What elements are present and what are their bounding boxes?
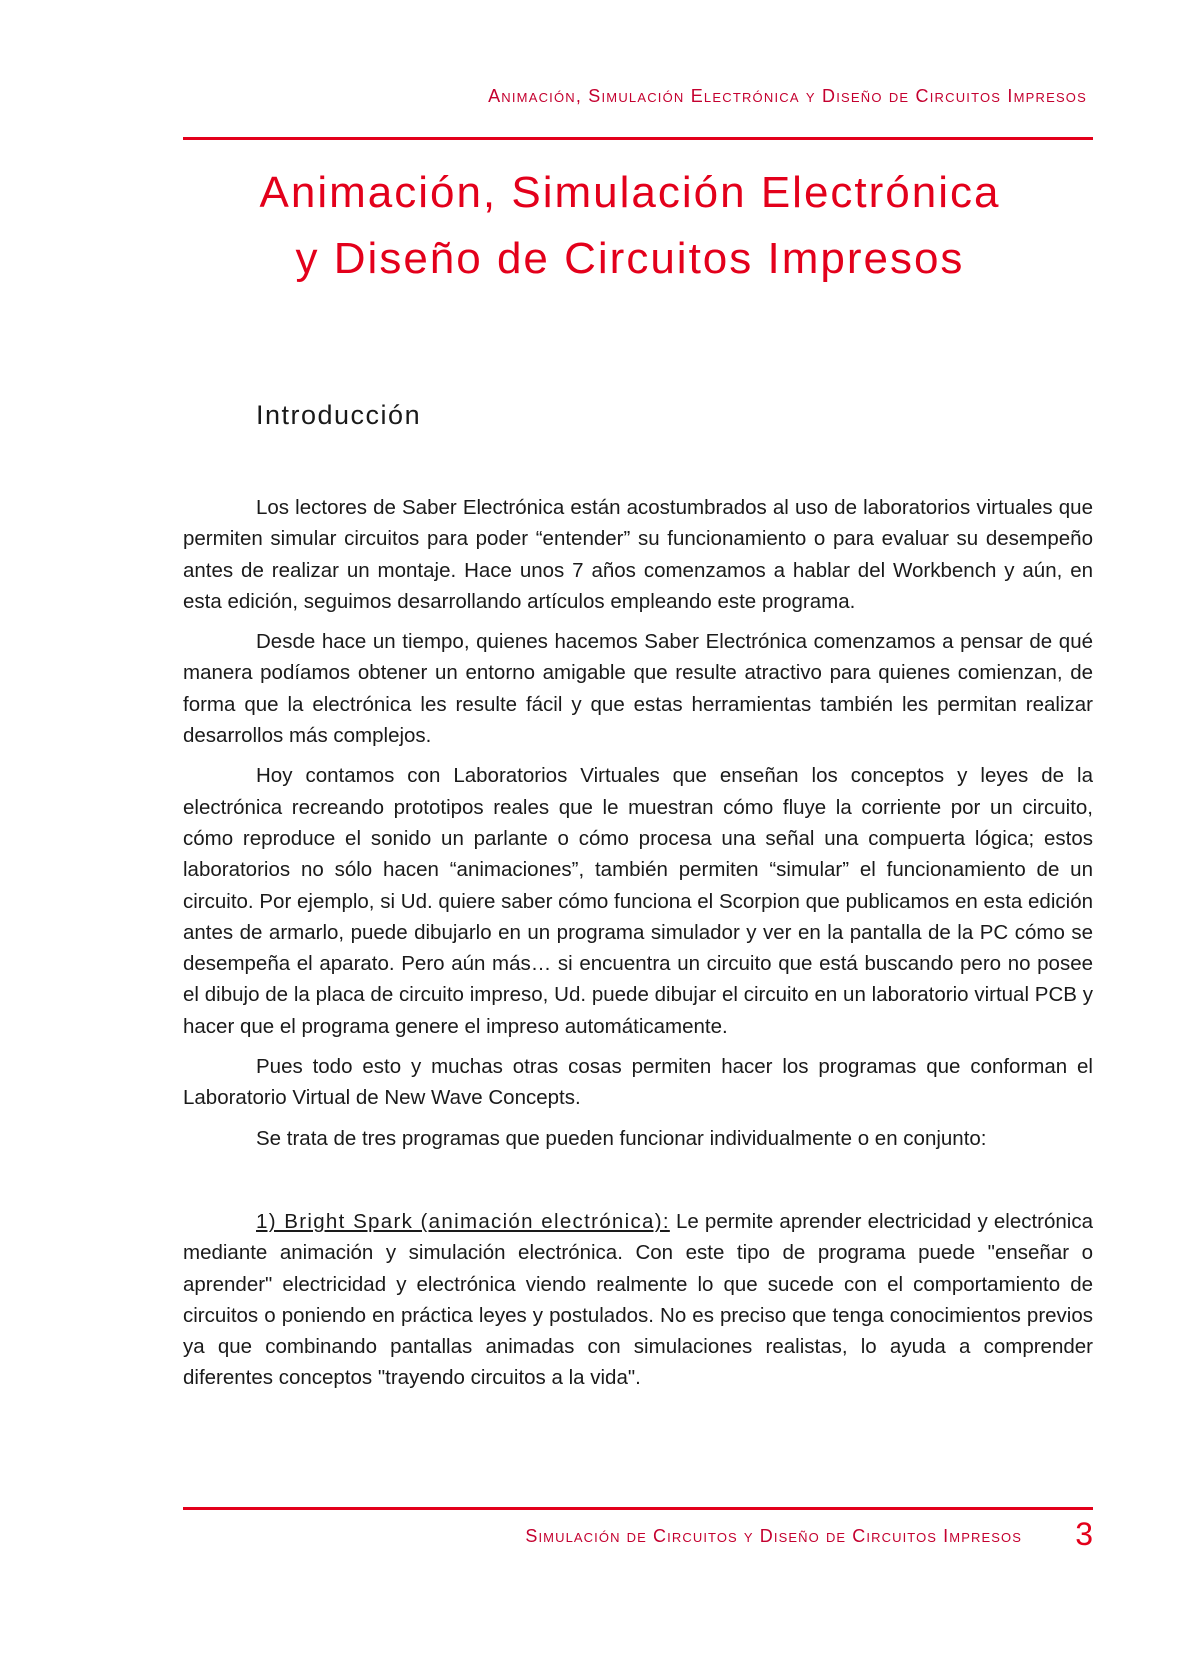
article-body [183,492,1093,1403]
paragraph-4: Pues todo esto y muchas otras cosas permiten hacer los programas que conforman el Laboratorio Virtual de New Wave Concepts. [183,1055,1093,1110]
article-title [140,160,1120,292]
list-item-1-text: Le permite aprender electricidad y electrónica mediante animación y simulación electrónica. Con este tipo de programa puede "enseñar o aprender" electricidad y electrónica viendo realmente lo que sucede con el comportamiento de circuitos o poniendo en práctica leyes y postulados. No es preciso que tenga conocimientos previos ya que combinando pantallas animadas con simulaciones realistas, lo ayuda a comprender diferentes conceptos "trayendo circuitos a la vida". [183,1209,1093,1390]
section-heading: Introducción [256,400,422,430]
list-item-1-label: 1) Bright Spark (animación electrónica): [256,1209,670,1233]
paragraph-3: Hoy contamos con Laboratorios Virtuales que enseñan los conceptos y leyes de la electrónica recreando prototipos reales que le muestran cómo fluye la corriente por un circuito, cómo reproduce el sonido un parlante o cómo procesa una señal una compuerta lógica; estos laboratorios no sólo hacen “animaciones”, también permiten “simular” el funcionamiento de un circuito. Por ejemplo, si Ud. quiere saber cómo funciona el Scorpion que publicamos en esta edición antes de armarlo, puede dibujarlo en un programa simulador y ver en la pantalla de la PC cómo se desempeña el aparato. Pero aún más… si encuentra un circuito que está buscando pero no posee el dibujo de la placa de circuito impreso, Ud. puede dibujar el circuito en un laboratorio virtual PCB y hacer que el programa genere el impreso automáticamente. [183,764,1093,1038]
article-title-line-2: y Diseño de Circuitos Impresos [295,234,965,283]
footer-rule [183,1507,1093,1510]
paragraph-5: Se trata de tres programas que pueden funcionar individualmente o en conjunto: [256,1126,987,1150]
header-rule [183,137,1093,140]
article-title-line-1: Animación, Simulación Electrónica [259,168,1001,217]
running-footer: Simulación de Circuitos y Diseño de Circuitos Impresos [525,1526,1022,1546]
running-header: Animación, Simulación Electrónica y Diseño de Circuitos Impresos [488,86,1087,106]
page-number: 3 [1075,1516,1093,1552]
paragraph-1: Los lectores de Saber Electrónica están acostumbrados al uso de laboratorios virtuales que permiten simular circuitos para poder “entender” su funcionamiento o para evaluar su desempeño antes de realizar un montaje. Hace unos 7 años comenzamos a hablar del Workbench y aún, en esta edición, seguimos desarrollando artículos empleando este programa. [183,496,1093,613]
paragraph-2: Desde hace un tiempo, quienes hacemos Saber Electrónica comenzamos a pensar de qué manera podíamos obtener un entorno amigable que resulte atractivo para quienes comienzan, de forma que la electrónica les resulte fácil y que estas herramientas también les permitan realizar desarrollos más complejos. [183,630,1093,748]
list-item-1 [183,1206,1093,1394]
